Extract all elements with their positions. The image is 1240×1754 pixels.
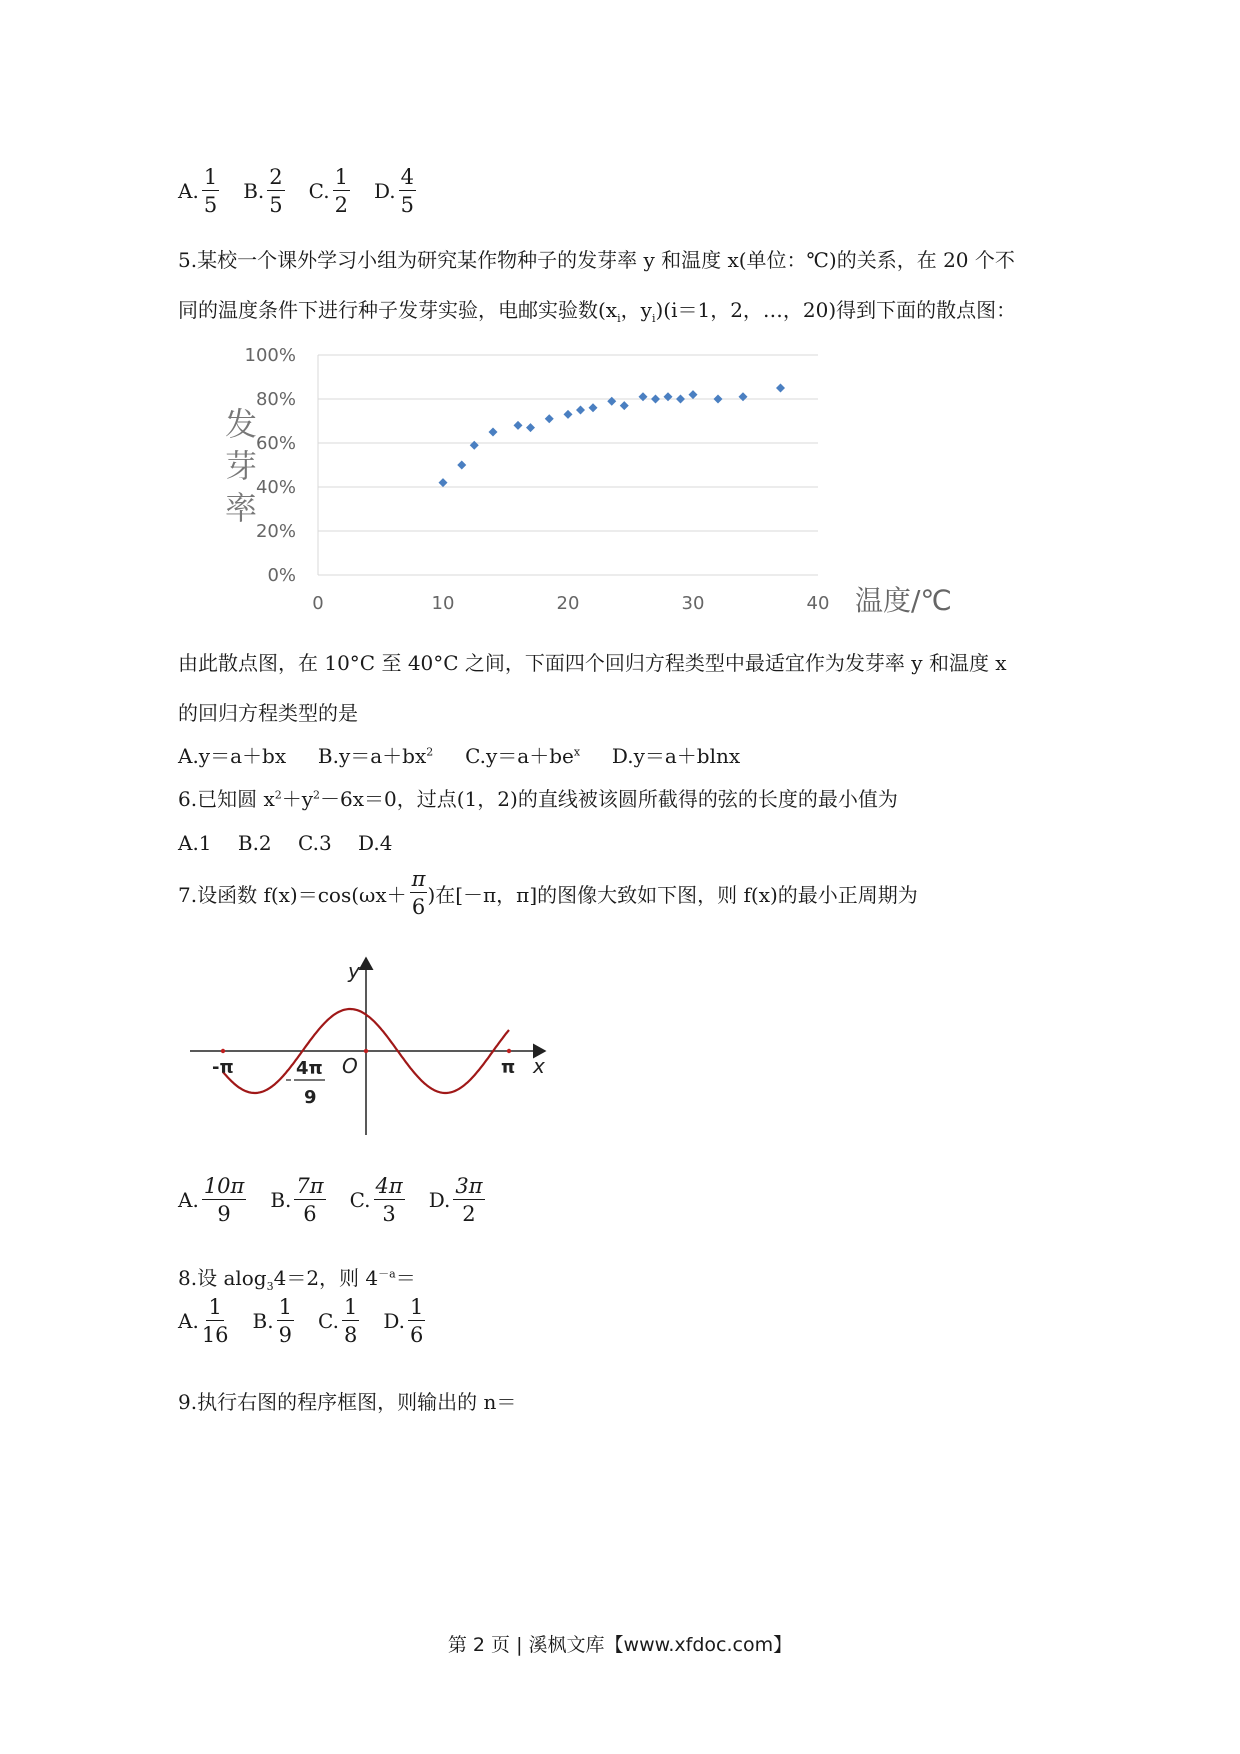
data-point — [639, 392, 648, 401]
q8-option-d: D. $\frac{1}{6}$ — [383, 1295, 424, 1348]
y-axis-label: y — [348, 959, 360, 983]
q8-options — [178, 1296, 449, 1346]
q8-option-c: C. $\frac{1}{8}$ — [317, 1295, 358, 1348]
q7-question: 7.设函数 f(x)＝cos(ωx＋ $\frac{\pi}{6}$ )在[－π，π]的图像大致如下图，则 f(x)的最小正周期为 — [178, 867, 918, 920]
data-point — [457, 461, 466, 470]
q4-options — [178, 166, 440, 216]
q7-option-b: B. $\frac{7\pi}{6}$ — [270, 1174, 324, 1227]
q5-option-a: A.y＝a＋bx — [178, 744, 287, 768]
q5-option-b: $B.y=a+bx^2$ — [317, 744, 434, 768]
data-point — [714, 395, 723, 404]
y-tick-label: 100% — [244, 345, 296, 366]
q5-line-1: 5.某校一个课外学习小组为研究某作物种子的发芽率 y 和温度 x(单位：℃)的关系，在 20 个不 — [178, 248, 1015, 272]
y-tick-label: 0% — [267, 565, 296, 586]
q5-line-3: 由此散点图，在 10°C 至 40°C 之间，下面四个回归方程类型中最适宜作为发芽率 y 和温度 x — [178, 651, 1007, 675]
q4-option-a: A. $\frac{1}{5}$ — [178, 165, 218, 218]
data-point — [664, 392, 673, 401]
q4-option-c: C. $\frac{1}{2}$ — [308, 165, 348, 218]
x-tick-labels — [312, 593, 829, 614]
y-tick-label: 40% — [255, 477, 296, 498]
zero-label-denominator: 9 — [304, 1087, 317, 1108]
data-point — [620, 401, 629, 410]
y-tick-label: 60% — [255, 433, 296, 454]
cosine-graph — [190, 955, 560, 1140]
q7-options — [178, 1175, 509, 1225]
origin-mark — [364, 1049, 368, 1053]
x-tick-label: 20 — [556, 593, 580, 614]
data-point — [776, 384, 785, 393]
data-point — [489, 428, 498, 437]
data-point — [576, 406, 585, 415]
data-point — [545, 414, 554, 423]
scatter-chart — [190, 335, 980, 625]
data-point — [689, 390, 698, 399]
neg-pi-mark — [221, 1049, 225, 1053]
q7-option-a: A. $\frac{10\pi}{9}$ — [178, 1174, 245, 1227]
y-tick-label: 20% — [255, 521, 296, 542]
x-tick-label: 40 — [806, 593, 830, 614]
pi-mark — [507, 1049, 511, 1053]
ylabel-char-2: 芽 — [225, 447, 258, 485]
q5-option-c: $C.y=a+be^x$ — [465, 744, 581, 768]
ylabel-char-3: 率 — [225, 489, 258, 527]
data-point — [739, 392, 748, 401]
data-point — [676, 395, 685, 404]
data-point — [439, 478, 448, 487]
zero-label-numerator: 4π — [296, 1058, 323, 1079]
y-tick-label: 80% — [255, 389, 296, 410]
x-tick-label: 30 — [681, 593, 705, 614]
x-tick-label: 0 — [312, 593, 324, 614]
data-point — [589, 403, 598, 412]
q6-question: 6.已知圆 $x^2+y^2-6x=0$，过点(1，2)的直线被该圆所截得的弦的长度的最小值为 — [178, 787, 898, 811]
q7-option-c: C. $\frac{4\pi}{3}$ — [349, 1174, 403, 1227]
q8-option-a: A. $\frac{1}{16}$ — [178, 1295, 229, 1348]
q7-option-d: D. $\frac{3\pi}{2}$ — [428, 1174, 483, 1227]
data-point — [607, 397, 616, 406]
chart-grid — [318, 355, 818, 575]
ylabel-char-1: 发 — [225, 405, 258, 443]
data-point — [651, 395, 660, 404]
q5-option-d: D.y＝a＋blnx — [611, 744, 741, 768]
neg-pi-label: -π — [212, 1057, 234, 1078]
q6-options: A.1 B.2 C.3 D.4 — [178, 831, 393, 855]
q4-option-b: B. $\frac{2}{5}$ — [243, 165, 283, 218]
page-footer: 第 2 页 | 溪枫文库【www.xfdoc.com】 — [447, 1634, 793, 1656]
q8-option-b: B. $\frac{1}{9}$ — [252, 1295, 292, 1348]
q5-options — [178, 740, 740, 769]
x-axis-label: x — [533, 1054, 545, 1078]
q5-line-2: 同的温度条件下进行种子发芽实验，电邮实验数($x_i$，$y_i)(i=1$，2，…，20)得到下面的散点图： — [178, 298, 1017, 325]
data-point — [514, 421, 523, 430]
q8-question: 8.设 alog$_3$4＝2，则 $4^{-a}=$ — [178, 1266, 416, 1293]
data-point — [564, 410, 573, 419]
data-point — [526, 423, 535, 432]
data-point — [470, 441, 479, 450]
origin-label: O — [342, 1054, 358, 1078]
x-axis-label: 温度/℃ — [855, 584, 952, 617]
q9-question: 9.执行右图的程序框图，则输出的 n＝ — [178, 1390, 517, 1414]
q5-line-4: 的回归方程类型的是 — [178, 701, 358, 725]
x-tick-label: 10 — [431, 593, 455, 614]
q4-option-d: D. $\frac{4}{5}$ — [373, 165, 415, 218]
pi-label: π — [501, 1057, 516, 1078]
